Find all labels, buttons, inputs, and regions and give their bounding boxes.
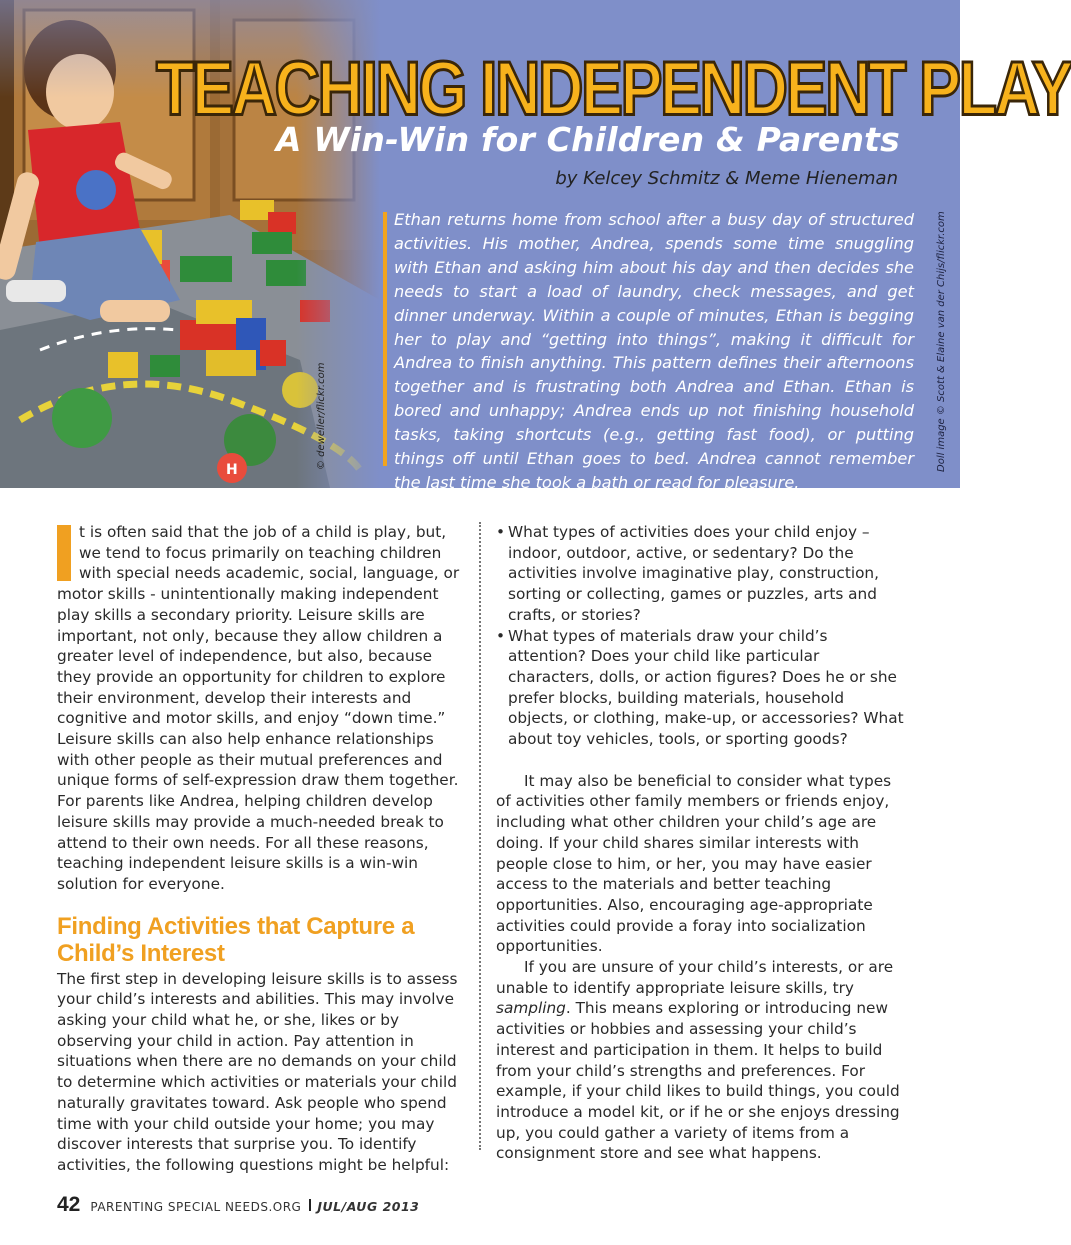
footer-separator [309, 1199, 311, 1211]
article-subtitle: A Win-Win for Children & Parents [275, 120, 900, 159]
page-number: 42 [57, 1193, 81, 1216]
article-title: TEACHING INDEPENDENT PLAY [156, 47, 1071, 132]
opening-paragraph [57, 517, 467, 895]
bullet-icon: • [496, 626, 506, 645]
list-item [496, 626, 908, 750]
right-column [496, 522, 908, 1164]
byline: by Kelcey Schmitz & Meme Hieneman [555, 168, 898, 189]
sampling-term: sampling [496, 999, 566, 1018]
opening-paragraph-text: t is often said that the job of a child is play, but, we tend to focus primarily on teaching children with special needs academic, social, language, or motor skills - unintentionally making independent play skills a secondary priority. Leisure skills are important, not only, because they allow children a greater level of independence, but also, because they provide an opportunity for children to explore their environment, develop their interests and cognitive and motor skills, and enjoy “down time.” Leisure skills can also help enhance relationships with other people as their mutual preferences and unique forms of self-expression draw them together. For parents like Andrea, helping children develop leisure skills may provide a much-needed break to attend to their own needs. For all these reasons, teaching independent leisure skills is a win-win solution for everyone. [57, 523, 460, 893]
intro-accent-bar [383, 212, 387, 466]
issue-date: JUL/AUG 2013 [317, 1199, 420, 1214]
bullet-icon: • [496, 523, 506, 541]
sampling-paragraph: If you are unsure of your child’s interests, or are unable to identify appropriate leisure skills, try sampling. This means exploring or introducing new activities or hobbies and assessing your child’s interest and participation in them. It helps to build from your child’s strengths and preferences. For example, if your child likes to build things, you could introduce a model kit, or if he or she enjoys dressing up, you could gather a variety of items from a consignment store and see what happens. [496, 958, 900, 1163]
photo-credit-right: Doll image © Scott & Elaine van der Chijs/flickr.com [936, 211, 947, 472]
magazine-name: PARENTING SPECIAL NEEDS.ORG [90, 1200, 302, 1214]
photo-credit-left: © deweller/flickr.com [316, 362, 327, 470]
question-text: What types of activities does your child enjoy – indoor, outdoor, active, or sedentary? Do the activities involve imaginative play, construction, sorting or collecting, games or puzzles, arts and crafts, or stories? [508, 523, 879, 624]
assessment-paragraph: The first step in developing leisure skills is to assess your child’s interests and abilities. This may involve asking your child what he, or she, likes or by observing your child in action. Pay attention in situations when there are no demands on your child to determine which activities or materials your child naturally gravitates toward. Ask people who spend time with your child outside your home; you may discover interests that surprise you. To identify activities, the following questions might be helpful: [57, 969, 458, 1174]
question-text: What types of materials draw your child’s attention? Does your child like particular characters, dolls, or action figures? Does he or she prefer blocks, building materials, household objects, or clothing, make-up, or accessories? What about toy vehicles, tools, or sporting goods? [508, 626, 904, 749]
article-header [0, 0, 1071, 492]
family-interests-paragraph: It may also be beneficial to consider what types of activities other family members or friends enjoy, including what other children your child’s age are doing. If your child shares similar interests with people close to him, or her, you may have easier access to the materials and better teaching opportunities. Also, encouraging age-appropriate activities could provide a foray into socialization opportunities. [496, 771, 892, 956]
intro-paragraph: Ethan returns home from school after a busy day of structured activities. His mother, Andrea, spends some time snuggling with Ethan and asking him about his day and then decides she needs to start a load of laundry, check messages, and get dinner underway. Within a couple of minutes, Ethan is begging her to play and “getting into things”, making it difficult for Andrea to finish anything. This pattern defines their afternoons together and is frustrating both Andrea and Ethan. Ethan is bored and unhappy; Andrea ends up not finishing household tasks, taking shortcuts (e.g., getting fast food), or putting things off until Ethan goes to bed. Andrea cannot remember the last time she took a bath or read for pleasure. [394, 210, 914, 492]
page-footer [57, 1193, 419, 1217]
column-divider [479, 522, 481, 1150]
left-column [57, 517, 467, 1176]
section-heading: Finding Activities that Capture a Child’s Interest [57, 912, 415, 967]
question-list [496, 522, 908, 750]
list-item [496, 522, 908, 626]
drop-cap: I [57, 517, 75, 585]
